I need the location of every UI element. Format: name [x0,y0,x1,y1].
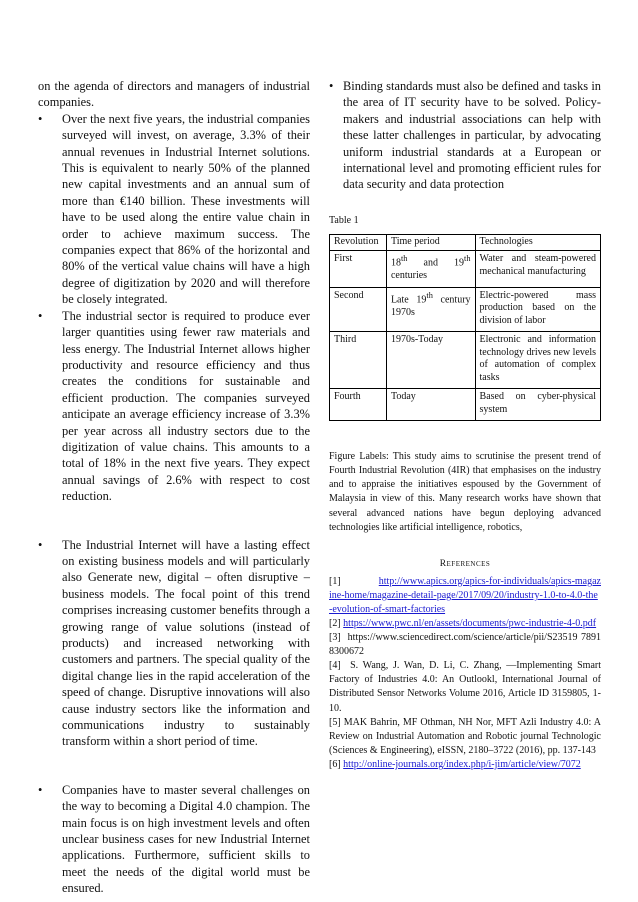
reference-item: [6] http://online-journals.org/index.php/i-jim/article/view/7072 [329,758,581,770]
reference-link[interactable]: http://online-journals.org/index.php/i-jim/article/view/7072 [343,758,581,770]
reference-text: MAK Bahrin, MF Othman, NH Nor, MFT Azli Industry 4.0: A Review on Industrial Automation and Robotic journal Technologic (Sciences & Engineering), eISSN, 2180–3722 (2016), pp. 137-143 [329,716,601,756]
reference-item: [3] https://www.sciencedirect.com/science/article/pii/S23519 78918300672 [329,632,602,658]
column-header: Technologies [475,234,600,251]
bullet-text: The Industrial Internet will have a lasting effect on existing business models and will particularly also Generate new, digital – often disruptive – business models. The focal point of this trend comprises increasing customer benefits through a growing range of value solutions (instead of products) and increased networking with customers and partners. The special quality of the digital change lies in the rapid acceleration of the speed of change. Disruptive innovations will also cause industry sectors like the information and communications industry to sustainably transform within a short period of time. [62,537,310,749]
bullet-item [38,308,310,505]
bullet-icon: • [329,79,334,93]
intro-paragraph: on the agenda of directors and managers of industrial companies. [38,79,310,110]
reference-item: [5] MAK Bahrin, MF Othman, NH Nor, MFT Azli Industry 4.0: A Review on Industrial Automation and Robotic journal Technologic (Sciences & Engineering), eISSN, 2180–3722 (2016), pp. 137-143 [329,716,601,756]
table-caption: Table 1 [329,214,359,226]
revolutions-table [329,234,601,421]
reference-text: https://www.sciencedirect.com/science/article/pii/S23519 78918300672 [329,632,602,658]
table-cell: Late 19th century 1970s [386,287,475,332]
table-cell: First [330,251,387,287]
bullet-icon: • [38,782,43,797]
bullet-item [329,78,601,193]
table-header-row [330,234,601,251]
bullet-text: The industrial sector is required to produce ever larger quantities using fewer raw materials and less energy. The Industrial Internet allows higher productivity and resource efficiency and thus creates the conditions for sustainable and efficient production. The companies surveyed anticipate an average efficiency increase of 3.3% per year across all industry sectors due to the digitization of value chains. This amounts to a total of 18% in the next five years. They expect annual savings of 2.6% with respect to cost reduction. [62,308,310,504]
reference-link[interactable]: http://www.apics.org/apics-for-individuals/apics-magazine-home/magazine-detail-page/2017/09/20/industry-1.0-to-4.0-the-evolution-of-smart-factories [329,575,601,615]
references-list [329,575,601,772]
table-cell: 1970s-Today [386,332,475,389]
references-heading: References [439,558,491,569]
reference-item: [1] http://www.apics.org/apics-for-individuals/apics-magazine-home/magazine-detail-page/2017/09/20/industry-1.0-to-4.0-the-evolution-of-smart-factories [329,575,601,615]
table-row [330,389,601,421]
table-row [330,251,601,287]
reference-link[interactable]: https://www.pwc.nl/en/assets/documents/pwc-industrie-4-0.pdf [343,618,597,630]
table-cell: Based on cyber-physical system [475,389,600,421]
bullet-item [38,782,310,897]
table-cell: 18th and 19th centuries [386,251,475,287]
bullet-text: Over the next five years, the industrial companies surveyed will invest, on average, 3.3% of their annual revenues in Industrial Internet solutions. This is equivalent to nearly 50% of the planned new capital investments and an annual sum of more than €140 billion. These investments will have to be used along the entire value chain in order to achieve maximum success. The companies expect that 86% of the horizontal and 80% of the vertical value chains will have a high degree of digitization by 2020 and will therefore be closely integrated. [62,111,310,307]
table-cell: Electric-powered mass production based on the division of labor [475,287,600,332]
table-cell: Electronic and information technology drives new levels of automation of complex tasks [475,332,600,389]
left-column [38,78,310,897]
bullet-text: Companies have to master several challenges on the way to becoming a Digital 4.0 champion. The main focus is on high investment levels and often unclear business cases for new Industrial Internet applications. Furthermore, sufficient skills to meet the needs of the digital world must be ensured. [62,782,310,896]
table-cell: Water and steam-powered mechanical manufacturing [475,251,600,287]
reference-item: [2] https://www.pwc.nl/en/assets/documents/pwc-industrie-4-0.pdf [329,618,597,630]
column-header: Time period [386,234,475,251]
bullet-icon: • [38,111,43,126]
table-cell: Fourth [330,389,387,421]
bullet-icon: • [38,537,43,552]
table-row [330,332,601,389]
bullet-text: Binding standards must also be defined and tasks in the area of IT security have to be solved. Policy-makers and industrial associations can help with these latter challenges in particular, by advocating uniform industrial standards at a European or international level and promoting efficient rules for data security and data protection [343,79,601,192]
column-header: Revolution [330,234,387,251]
figure-labels: Figure Labels: This study aims to scrutinise the present trend of Fourth Industrial Revolution (4IR) that emphasises on the industry and to appraise the initiatives espoused by the Government of Malaysia in view of this. Many research works have shown that several advanced nations have begun deploying advanced technologies like artificial intelligence, robotics, [329,451,601,533]
reference-text: S. Wang, J. Wan, D. Li, C. Zhang, ―Implementing Smart Factory of Industries 4.0: An Outlookl, International Journal of Distributed Sensor Networks Volume 2016, Article ID 3159805, 1-10. [329,660,602,714]
table-row [330,287,601,332]
table-cell: Third [330,332,387,389]
table-cell: Today [386,389,475,421]
right-column [329,78,601,772]
bullet-item [38,111,310,308]
table-cell: Second [330,287,387,332]
reference-item: [4] S. Wang, J. Wan, D. Li, C. Zhang, ―Implementing Smart Factory of Industries 4.0: An Outlookl, International Journal of Distributed Sensor Networks Volume 2016, Article ID 3159805, 1-10. [329,660,602,714]
bullet-icon: • [38,308,43,323]
bullet-item [38,537,310,750]
